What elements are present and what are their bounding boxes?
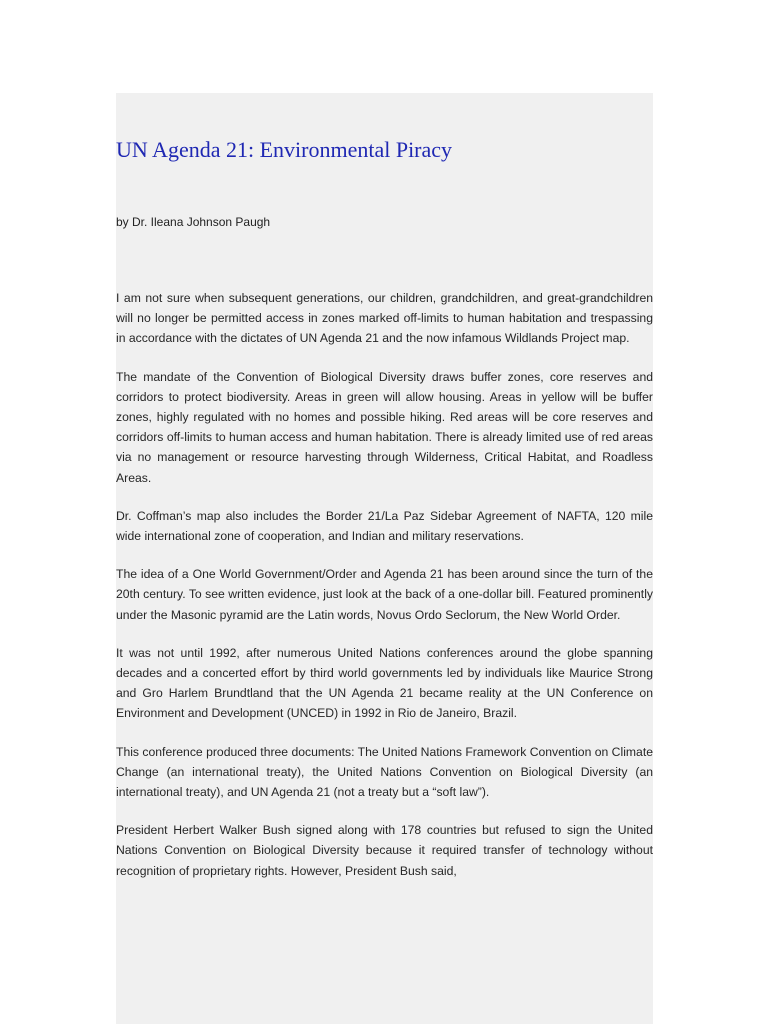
article-title: UN Agenda 21: Environmental Piracy [116,137,453,162]
article-text [116,288,653,899]
paragraph: Dr. Coffman’s map also includes the Border 21/La Paz Sidebar Agreement of NAFTA, 120 mile wide international zone of cooperation, and Indian and military reservations. [116,508,653,544]
paragraph: The mandate of the Convention of Biological Diversity draws buffer zones, core reserves and corridors to protect biodiversity. Areas in green will allow housing. Areas in yellow will be buffer zones, highly regulated with no homes and possible hiking. Red areas will be core reserves and corridors off-limits to human access and human habitation. There is already limited use of red areas via no management or resource harvesting through Wilderness, Critical Habitat, and Roadless Areas. [116,369,653,485]
article-body-area [116,93,653,1024]
paragraph: President Herbert Walker Bush signed along with 178 countries but refused to sign the United Nations Convention on Biological Diversity because it required transfer of technology without recognition of proprietary rights. However, President Bush said, [116,823,653,878]
article-byline: by Dr. Ileana Johnson Paugh [116,215,271,229]
paragraph: I am not sure when subsequent generations, our children, grandchildren, and great-grandchildren will no longer be permitted access in zones marked off-limits to human habitation and trespassing in accordance with the dictates of UN Agenda 21 and the now infamous Wildlands Project map. [116,291,653,346]
paragraph: This conference produced three documents: The United Nations Framework Convention on Climate Change (an international treaty), the United Nations Convention on Biological Diversity (an international treaty), and UN Agenda 21 (not a treaty but a “soft law”). [116,744,653,800]
paragraph: It was not until 1992, after numerous United Nations conferences around the globe spanning decades and a concerted effort by third world governments led by individuals like Maurice Strong and Gro Harlem Brundtland that the UN Agenda 21 became reality at the UN Conference on Environment and Development (UNCED) in 1992 in Rio de Janeiro, Brazil. [116,645,653,721]
paragraph: The idea of a One World Government/Order and Agenda 21 has been around since the turn of the 20th century. To see written evidence, just look at the back of a one-dollar bill. Featured prominently under the Masonic pyramid are the Latin words, Novus Ordo Seclorum, the New World Order. [116,567,653,622]
